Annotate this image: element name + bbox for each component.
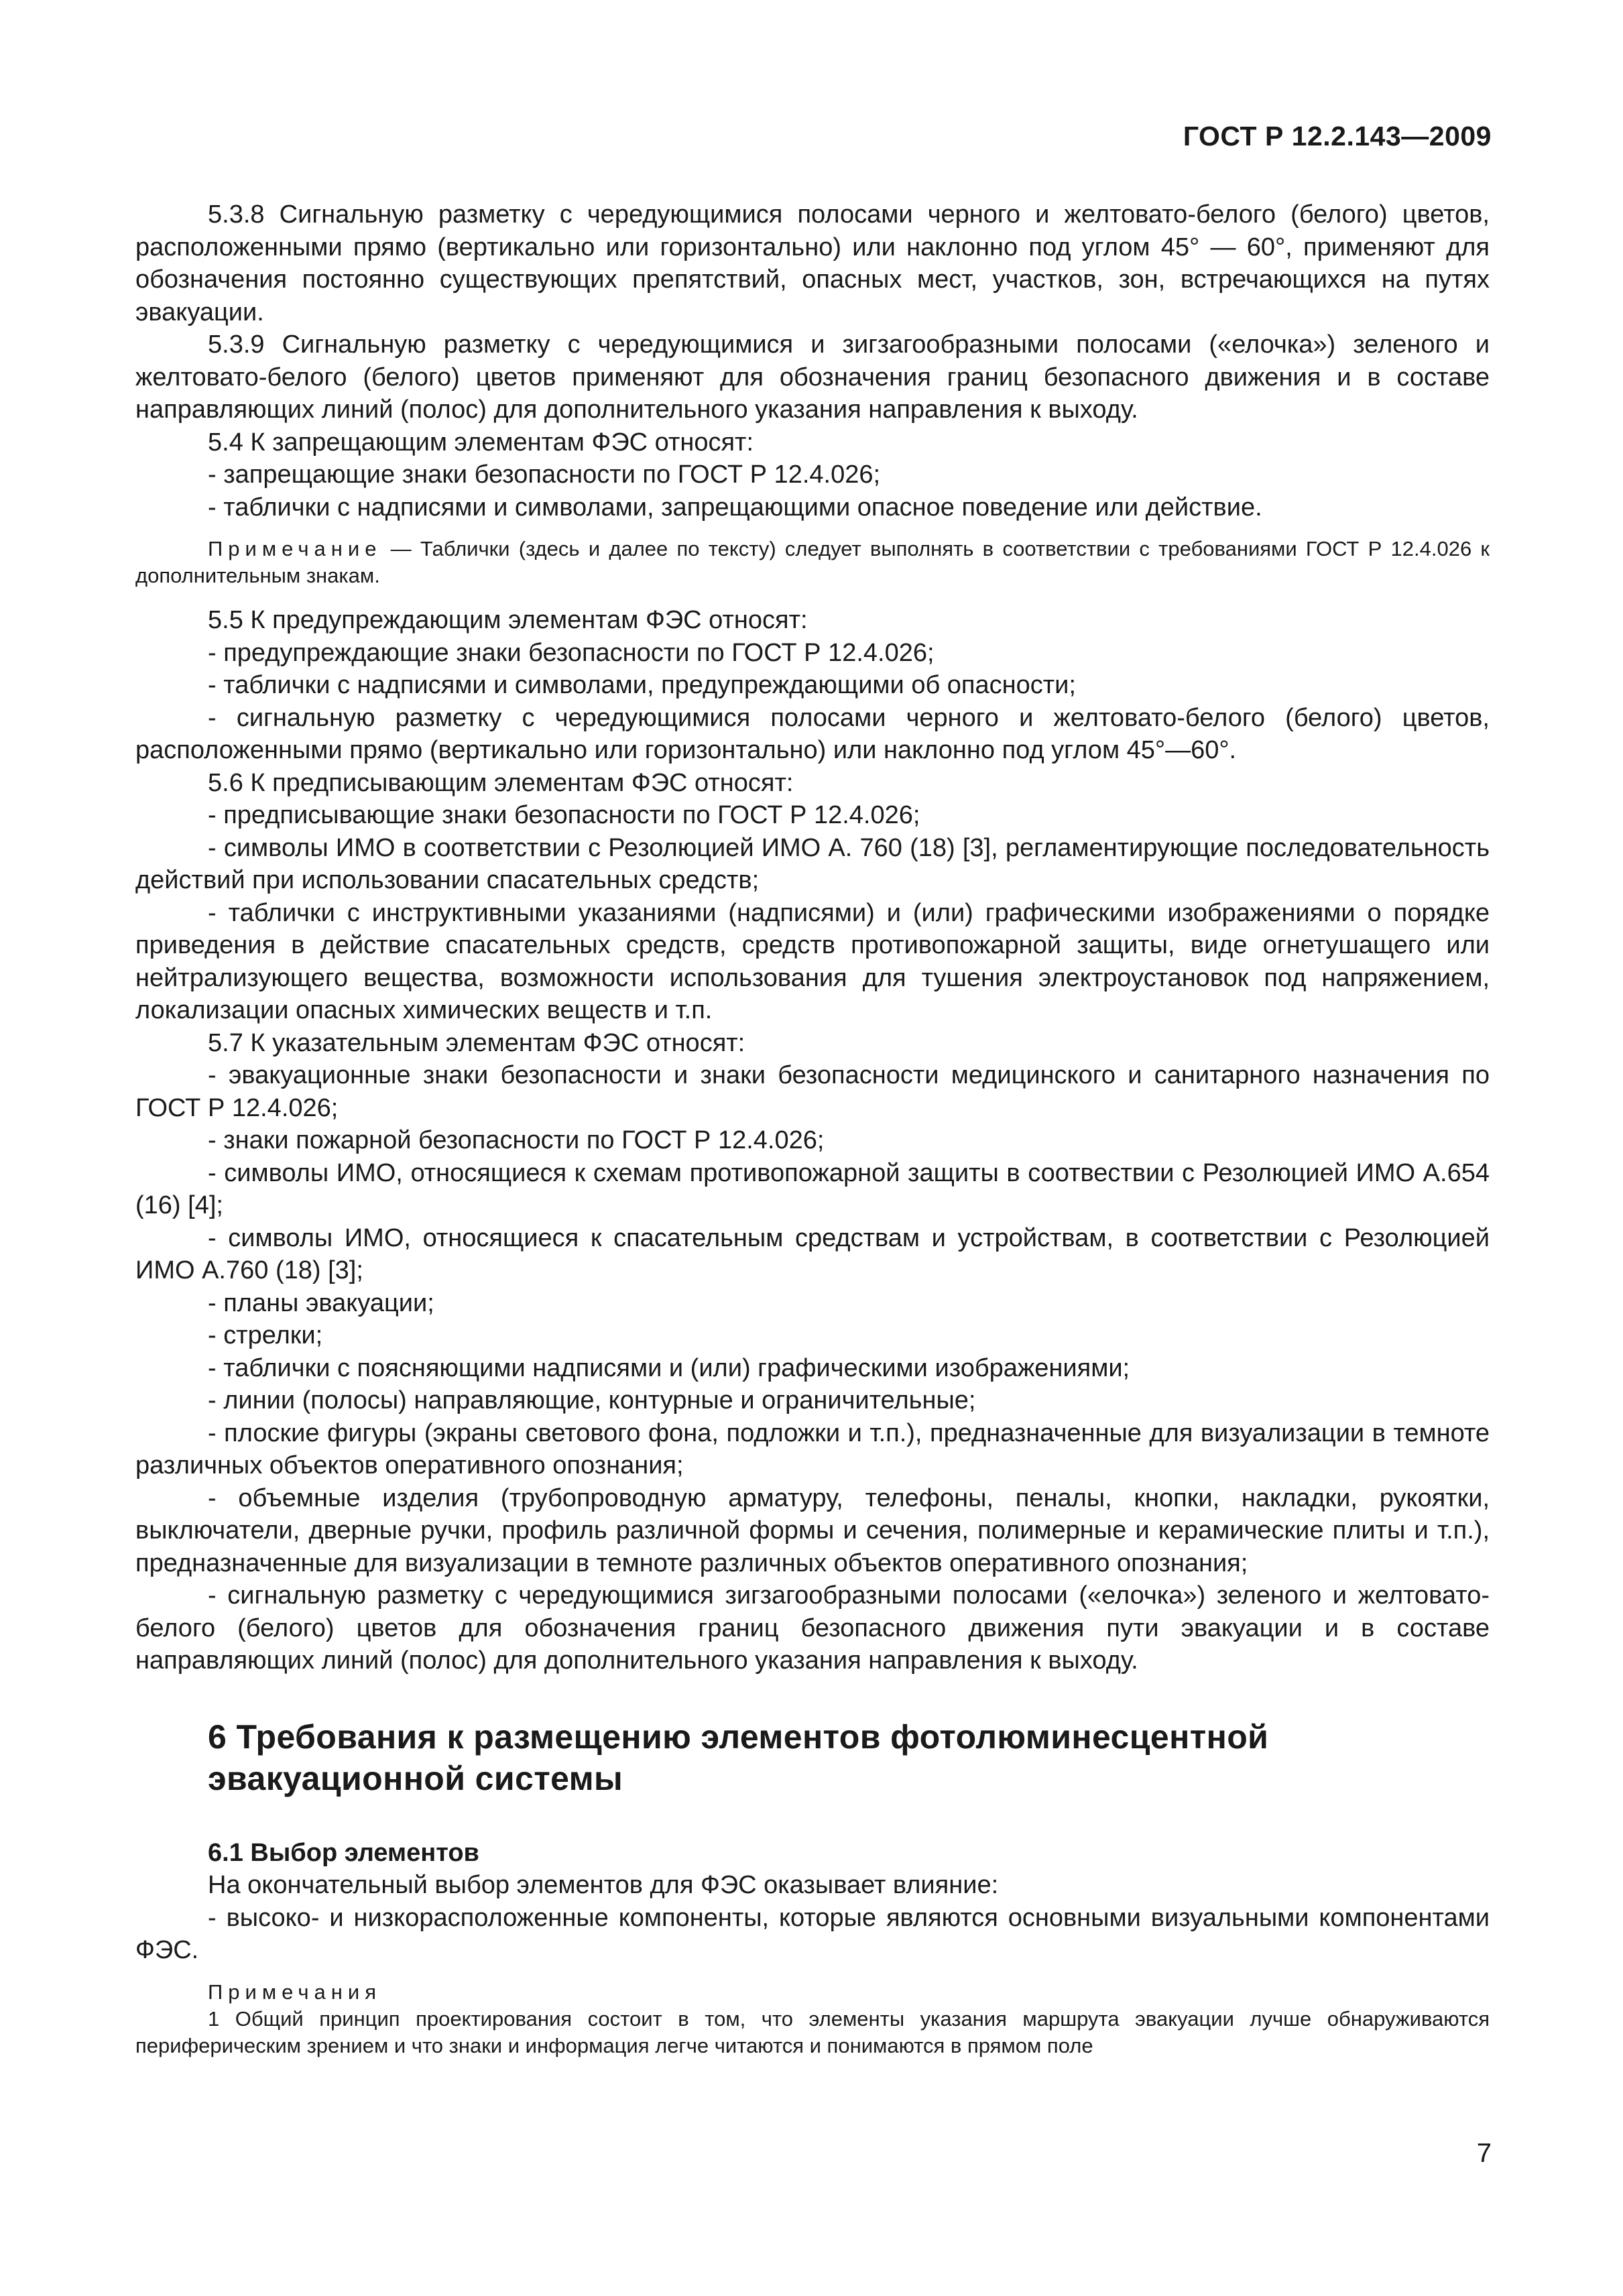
paragraph-5-7: 5.7 К указательным элементам ФЭС относят: xyxy=(208,1028,745,1057)
list-item: - сигнальную разметку с чередующимися зигзагообразными полосами («елочка») зеленого и желтовато-белого (белого) цветов для обозначения границ безопасного движения пути эвакуации и в составе направляющих линий (полос) для дополнительного указания направления к выходу. xyxy=(135,1581,1490,1675)
list-item: - высоко- и низкорасположенные компоненты, которые являются основными визуальными компонентами ФЭС. xyxy=(135,1903,1490,1964)
note-1: 1 Общий принцип проектирования состоит в том, что элементы указания маршрута эвакуации лучше обнаруживаются периферическим зрением и что знаки и информация легче читаются и понимаются в прямом поле xyxy=(135,2006,1490,2057)
document-header: ГОСТ Р 12.2.143—2009 xyxy=(1183,121,1492,152)
list-item: - эвакуационные знаки безопасности и знаки безопасности медицинского и санитарного назначения по ГОСТ Р 12.4.026; xyxy=(135,1061,1490,1122)
paragraph-6-1-intro: На окончательный выбор элементов для ФЭС оказывает влияние: xyxy=(208,1871,999,1899)
list-item: - плоские фигуры (экраны светового фона, подложки и т.п.), предназначенные для визуализации в темноте различных объектов оперативного опознания; xyxy=(135,1418,1490,1479)
paragraph-5-3-8: 5.3.8 Сигнальную разметку с чередующимися полосами черного и желтовато-белого (белого) цветов, расположенными прямо (вертикально или горизонтально) или наклонно под углом 45° — 60°, применяют для обозначения постоянно существующих препятствий, опасных мест, участков, зон, встречающихся на путях эвакуации. xyxy=(135,200,1490,326)
note-label: Примечание xyxy=(208,537,382,560)
list-item: - объемные изделия (трубопроводную арматуру, телефоны, пеналы, кнопки, накладки, рукоятки, выключатели, дверные ручки, профиль различной формы и сечения, полимерные и керамические плиты и т.п.), предназначенные для визуализации в темноте различных объектов оперативного опознания; xyxy=(135,1484,1490,1577)
notes-label: Примечания xyxy=(208,1980,381,2004)
note-text: — Таблички (здесь и далее по тексту) следует выполнять в соответствии с требованиями ГОСТ Р 12.4.026 к дополнительным знакам. xyxy=(135,537,1490,587)
list-item: - таблички с инструктивными указаниями (надписями) и (или) графическими изображениями о порядке приведения в действие спасательных средств, средств противопожарной защиты, виде огнетушащего или нейтрализующего вещества, возможности использования для тушения электроустановок под напряжением, локализации опасных химических веществ и т.п. xyxy=(135,898,1490,1024)
list-item: - запрещающие знаки безопасности по ГОСТ Р 12.4.026; xyxy=(208,461,881,489)
list-item: - стрелки; xyxy=(208,1321,323,1349)
section-6-heading-line1: 6 Требования к размещению элементов фотолюминесцентной xyxy=(208,1717,1269,1756)
list-item: - сигнальную разметку с чередующимися полосами черного и желтовато-белого (белого) цветов, расположенными прямо (вертикально или горизонтально) или наклонно под углом 45°—60°. xyxy=(135,703,1490,764)
paragraph-5-6: 5.6 К предписывающим элементам ФЭС относят: xyxy=(208,768,794,797)
list-item: - символы ИМО, относящиеся к спасательным средствам и устройствам, в соответствии с Резолюцией ИМО А.760 (18) [3]; xyxy=(135,1223,1490,1284)
list-item: - символы ИМО в соответствии с Резолюцией ИМО А. 760 (18) [3], регламентирующие последовательность действий при использовании спасательных средств; xyxy=(135,833,1490,894)
list-item: - знаки пожарной безопасности по ГОСТ Р 12.4.026; xyxy=(208,1126,825,1154)
paragraph-5-3-9: 5.3.9 Сигнальную разметку с чередующимися и зигзагообразными полосами («елочка») зеленого и желтовато-белого (белого) цветов применяют для обозначения границ безопасного движения и в составе направляющих линий (полос) для дополнительного указания направления к выходу. xyxy=(135,330,1490,424)
page-number: 7 xyxy=(1476,2138,1492,2168)
paragraph-5-4: 5.4 К запрещающим элементам ФЭС относят: xyxy=(208,428,754,457)
note-paragraph xyxy=(135,536,1490,589)
paragraph-5-5: 5.5 К предупреждающим элементам ФЭС относят: xyxy=(208,606,808,634)
list-item: - символы ИМО, относящиеся к схемам противопожарной защиты в соотвествии с Резолюцией ИМО А.654 (16) [4]; xyxy=(135,1158,1490,1219)
list-item: - планы эвакуации; xyxy=(208,1288,434,1317)
section-6-heading xyxy=(135,1716,1490,1799)
list-item: - таблички с надписями и символами, предупреждающими об опасности; xyxy=(208,671,1076,699)
list-item: - таблички с поясняющими надписями и (или) графическими изображениями; xyxy=(208,1353,1130,1382)
section-6-heading-line2: эвакуационной системы xyxy=(208,1759,623,1797)
list-item: - предписывающие знаки безопасности по ГОСТ Р 12.4.026; xyxy=(208,801,920,829)
list-item: - линии (полосы) направляющие, контурные и ограничительные; xyxy=(208,1386,976,1414)
document-body xyxy=(135,198,1490,2059)
list-item: - таблички с надписями и символами, запрещающими опасное поведение или действие. xyxy=(208,493,1262,522)
list-item: - предупреждающие знаки безопасности по ГОСТ Р 12.4.026; xyxy=(208,638,935,667)
subsection-6-1-heading: 6.1 Выбор элементов xyxy=(208,1838,479,1867)
